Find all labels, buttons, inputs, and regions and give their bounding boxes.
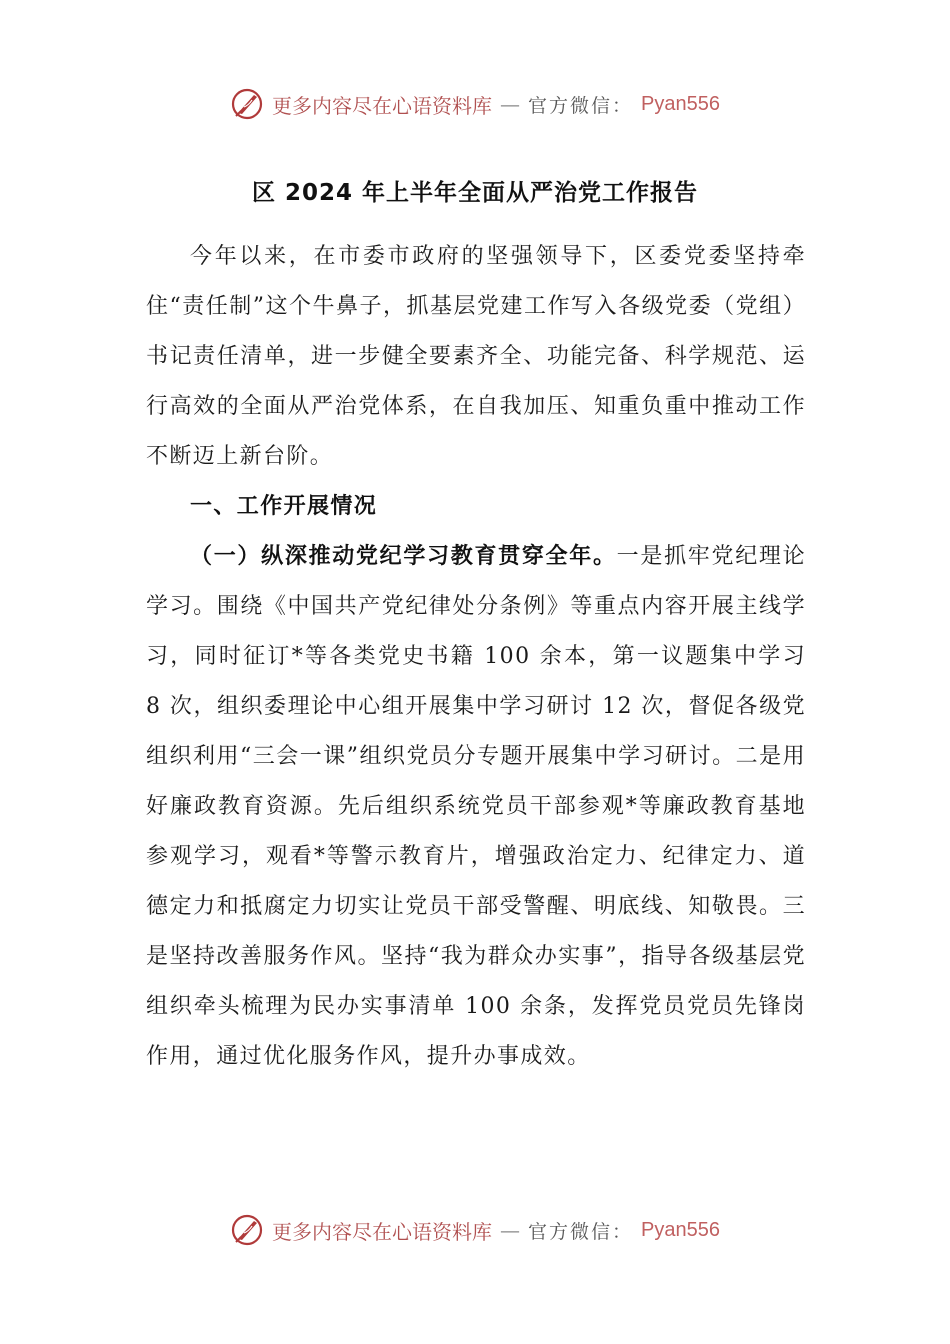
watermark-wechat-label: 官方微信：: [528, 94, 634, 117]
watermark-dash: —: [500, 92, 520, 116]
document-title: 区 2024 年上半年全面从严治党工作报告: [251, 180, 699, 206]
subsection-text: 一是抓牢党纪理论学习。围绕《中国共产党纪律处分条例》等重点内容开展主线学习，同时征订*等各类党史书籍 100 余本，第一议题集中学习 8 次，组织委理论中心组开展集中学习研讨 12 次，督促各级党组织利用“三会一课”组织党员分专题开展集中学习研讨。二是用好廉政教育资源。先后组织系统党员干部参观*等廉政教育基地参观学习，观看*等警示教育片，增强政治定力、纪律定力、道德定力和抵腐定力切实让党员干部受警醒、明底线、知敬畏。三是坚持改善服务作风。坚持“我为群众办实事”，指导各级基层党组织牵头梳理为民办实事清单 100 余条，发挥党员党员先锋岗作用，通过优化服务作风，提升办事成效。: [146, 544, 806, 1069]
quill-pen-logo-icon: [230, 1213, 264, 1247]
watermark-wechat-id: Pyan556: [641, 1218, 720, 1241]
watermark-header: [0, 84, 950, 124]
subsection-heading: （一）纵深推动党纪学习教育贯穿全年。: [190, 544, 617, 569]
watermark-wechat-label: 官方微信：: [528, 1220, 634, 1243]
section-heading: 一、工作开展情况: [190, 494, 378, 519]
watermark-site-text: 更多内容尽在心语资料库: [272, 93, 492, 118]
quill-pen-logo-icon: [230, 87, 264, 121]
watermark-footer: [0, 1210, 950, 1250]
subsection-paragraph: [146, 532, 806, 1082]
watermark-wechat-id: Pyan556: [641, 92, 720, 115]
watermark-site-text: 更多内容尽在心语资料库: [272, 1219, 492, 1244]
document-body: [146, 232, 806, 1082]
watermark-dash: —: [500, 1218, 520, 1242]
intro-paragraph: 今年以来，在市委市政府的坚强领导下，区委党委坚持牵住“责任制”这个牛鼻子，抓基层党建工作写入各级党委（党组）书记责任清单，进一步健全要素齐全、功能完备、科学规范、运行高效的全面从严治党体系，在自我加压、知重负重中推动工作不断迈上新台阶。: [146, 244, 806, 469]
